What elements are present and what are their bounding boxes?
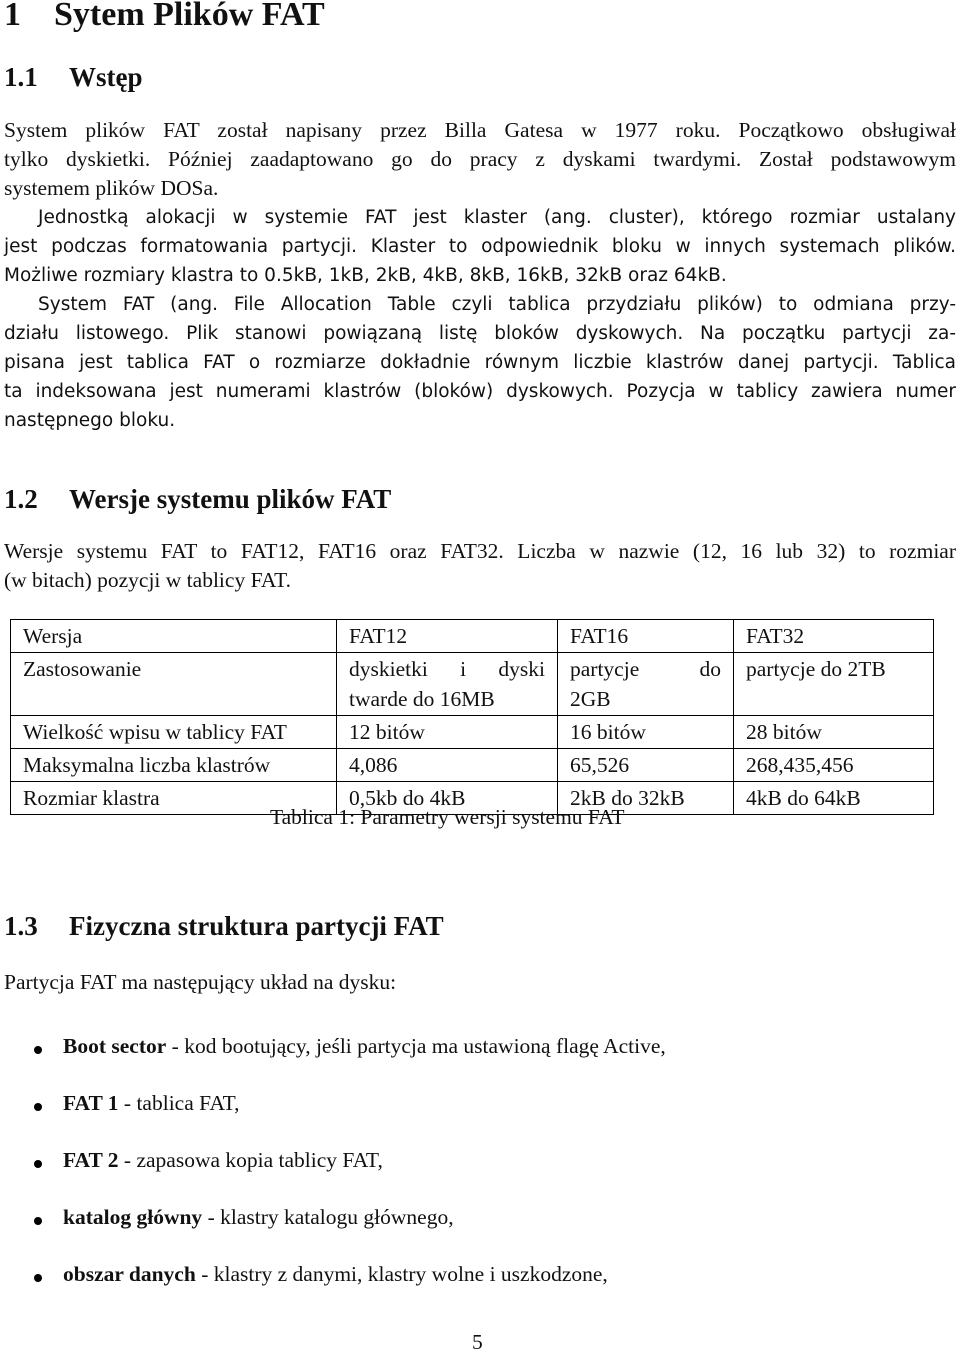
text-line: (w bitach) pozycji w tablicy FAT. bbox=[4, 568, 291, 592]
table-cell: 4kB do 64kB bbox=[734, 782, 934, 815]
subsection-heading-1-2 bbox=[4, 484, 391, 515]
cell-text: Zastosowanie bbox=[23, 657, 142, 681]
text-line: Wersje systemu FAT to FAT12, FAT16 oraz FAT32. Liczba w nazwie (12, 16 lub 32) to rozmiar bbox=[4, 539, 956, 563]
cell-text: dyskietki i dyski bbox=[349, 657, 545, 681]
text-line: jest podczas formatowania partycji. Klaster to odpowiednik bloku w innych systemach plików. bbox=[4, 236, 956, 257]
bullet-icon bbox=[34, 1103, 42, 1111]
table-cell: 0,5kb do 4kB bbox=[337, 782, 558, 815]
page-number: 5 bbox=[472, 1330, 483, 1354]
text-line: ta indeksowana jest numerami klastrów (bloków) dyskowych. Pozycja w tablicy zawiera numer bbox=[4, 381, 956, 402]
text-line: System FAT (ang. File Allocation Table czyli tablica przydziału plików) to odmiana przy- bbox=[38, 294, 956, 315]
subsection-number: 1.1 bbox=[4, 62, 38, 92]
table-cell: 16 bitów bbox=[558, 716, 734, 749]
table-cell: 268,435,456 bbox=[734, 749, 934, 782]
subsection-number: 1.2 bbox=[4, 484, 38, 514]
text-line: działu listowego. Plik stanowi powiązaną listę bloków dyskowych. Na początku partycji za- bbox=[4, 323, 956, 344]
list-term: FAT 2 bbox=[63, 1148, 119, 1172]
subsection-title: Wstęp bbox=[69, 62, 143, 92]
list-term: FAT 1 bbox=[63, 1091, 119, 1115]
subsection-heading-1-3 bbox=[4, 911, 444, 942]
bullet-icon bbox=[34, 1046, 42, 1054]
text-line: następnego bloku. bbox=[4, 410, 176, 431]
table-cell: 28 bitów bbox=[734, 716, 934, 749]
text-line: Jednostką alokacji w systemie FAT jest klaster (ang. cluster), którego rozmiar ustalany bbox=[38, 207, 956, 228]
subsection-heading-1-1 bbox=[4, 62, 143, 93]
paragraph-versions bbox=[4, 537, 956, 595]
list-term: katalog główny bbox=[63, 1205, 203, 1229]
list-desc: - zapasowa kopia tablicy FAT, bbox=[118, 1148, 383, 1172]
table-header-cell: FAT12 bbox=[337, 620, 558, 653]
table-cell: Wielkość wpisu w tablicy FAT bbox=[11, 716, 337, 749]
table-cell: 12 bitów bbox=[337, 716, 558, 749]
section-number: 1 bbox=[4, 0, 21, 33]
table-cell bbox=[734, 653, 934, 716]
cell-text: partycje do 2TB bbox=[746, 657, 886, 681]
table-header-cell: FAT32 bbox=[734, 620, 934, 653]
paragraph-cluster bbox=[4, 203, 956, 290]
section-heading bbox=[4, 0, 325, 34]
text-line: Partycja FAT ma następujący układ na dysku: bbox=[4, 970, 397, 994]
table-cell bbox=[11, 653, 337, 716]
list-desc: - klastry z danymi, klastry wolne i uszkodzone, bbox=[195, 1262, 608, 1286]
paragraph-layout-intro bbox=[4, 968, 956, 997]
table-cell: Rozmiar klastra bbox=[11, 782, 337, 815]
table-cell: Maksymalna liczba klastrów bbox=[11, 749, 337, 782]
table-cell bbox=[558, 653, 734, 716]
list-desc: - klastry katalogu głównego, bbox=[202, 1205, 454, 1229]
table-row bbox=[11, 716, 934, 749]
bullet-icon bbox=[34, 1160, 42, 1168]
table-cell: 65,526 bbox=[558, 749, 734, 782]
table-cell: 2kB do 32kB bbox=[558, 782, 734, 815]
text-line: tylko dyskietki. Później zaadaptowano go do pracy z dyskami twardymi. Został podstawowym bbox=[4, 147, 956, 171]
list-desc: - kod bootujący, jeśli partycja ma ustawioną flagę Active, bbox=[166, 1034, 666, 1058]
table-header-cell: FAT16 bbox=[558, 620, 734, 653]
list-term: Boot sector bbox=[63, 1034, 167, 1058]
table-row bbox=[11, 653, 934, 716]
subsection-number: 1.3 bbox=[4, 911, 38, 941]
paragraph-fat-table bbox=[4, 290, 956, 435]
bullet-icon bbox=[34, 1274, 42, 1282]
subsection-title: Wersje systemu plików FAT bbox=[69, 484, 392, 514]
table-row bbox=[11, 749, 934, 782]
subsection-title: Fizyczna struktura partycji FAT bbox=[69, 911, 444, 941]
text-line: pisana jest tablica FAT o rozmiarze dokładnie równym liczbie klastrów danej partycji. Tablica bbox=[4, 352, 956, 373]
table-header-cell: Wersja bbox=[11, 620, 337, 653]
list-term: obszar danych bbox=[63, 1262, 196, 1286]
cell-text: twarde do 16MB bbox=[349, 687, 495, 711]
cell-text: 2GB bbox=[570, 687, 611, 711]
fat-versions-table bbox=[10, 619, 934, 815]
text-line: Możliwe rozmiary klastra to 0.5kB, 1kB, 2kB, 4kB, 8kB, 16kB, 32kB oraz 64kB. bbox=[4, 265, 727, 286]
text-line: System plików FAT został napisany przez Billa Gatesa w 1977 roku. Początkowo obsługiwał bbox=[4, 118, 956, 142]
section-title: Sytem Plików FAT bbox=[54, 0, 325, 33]
table-cell: 4,086 bbox=[337, 749, 558, 782]
table-header-row bbox=[11, 620, 934, 653]
cell-text: partycje do bbox=[570, 657, 721, 681]
list-desc: - tablica FAT, bbox=[118, 1091, 240, 1115]
paragraph-intro bbox=[4, 116, 956, 203]
table-cell bbox=[337, 653, 558, 716]
table-caption: Tablica 1: Parametry wersji systemu FAT bbox=[270, 805, 625, 829]
text-line: systemem plików DOSa. bbox=[4, 176, 219, 200]
bullet-icon bbox=[34, 1217, 42, 1225]
